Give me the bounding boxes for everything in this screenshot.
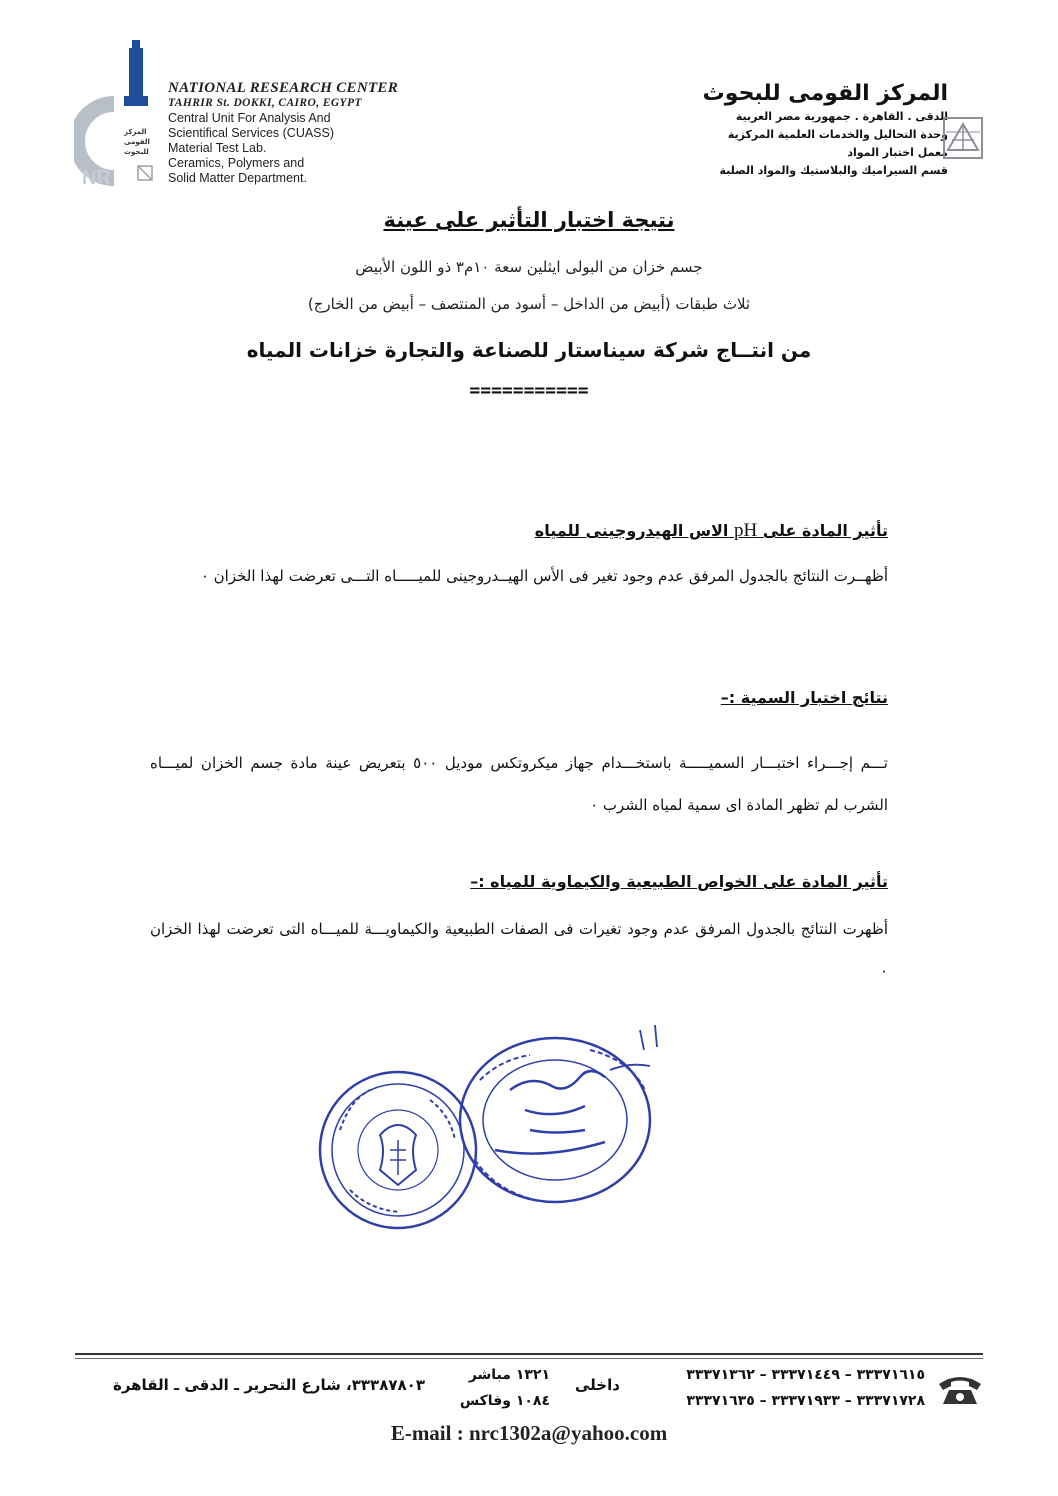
header-line-en: Solid Matter Department. <box>168 171 307 185</box>
ph-body: أظهــرت النتائج بالجدول المرفق عدم وجود تغير فى الأس الهيــدروجينى للميـــــاه التـــى تعرضت لهذا الخزان ٠ <box>200 567 888 585</box>
phone-row: ٣٣٣٧١٧٢٨ – ٣٣٣٧١٩٣٣ – ٣٣٣٧١٦٣٥ <box>686 1393 925 1409</box>
ph-symbol: pH <box>734 520 758 541</box>
header-line-ar: وحدة التحاليل والخدمات العلمية المركزية <box>727 128 948 141</box>
footer-email: E-mail : nrc1302a@yahoo.com <box>390 1421 668 1445</box>
org-address-en: TAHRIR St. DOKKI, CAIRO, EGYPT <box>168 97 362 109</box>
toxicity-heading: نتائج اختبار السمية :– <box>720 688 888 707</box>
ph-heading: تأثير المادة على pH الاس الهيدروجينى للمياه <box>534 520 888 541</box>
phone-row: ٣٣٣٧١٦١٥ – ٣٣٣٧١٤٤٩ – ٣٣٣٧١٣٦٢ <box>686 1367 925 1383</box>
toxicity-body: تـــم إجـــراء اختبـــار السميـــــة باستخـــدام جهاز ميكروتكس موديل ٥٠٠ بتعريض عينة مادة جسم الخزان لميـــاه الشرب لم تظهر المادة اى سمية لمياه الشرب ٠ <box>150 754 888 814</box>
header-line-en: Material Test Lab. <box>168 141 267 155</box>
header-line-en: Ceramics, Polymers and <box>168 156 305 170</box>
header-line-ar: قسم السيراميك والبلاستيك والمواد الصلبة <box>719 164 948 177</box>
org-name-ar: المركز القومى للبحوث <box>702 81 948 106</box>
header-line-ar: معمل اختبار المواد <box>847 146 948 159</box>
ext-row: ١٠٨٤ وفاكس <box>459 1393 550 1409</box>
sample-layers: ثلاث طبقات (أبيض من الداخل – أسود من المنتصف – أبيض من الخارج) <box>307 295 751 313</box>
header-line-ar: الدقى . القاهرة . جمهورية مصر العربية <box>735 110 948 123</box>
header-line-en: Central Unit For Analysis And <box>168 111 331 125</box>
official-stamps <box>310 1010 690 1240</box>
org-name-en: NATIONAL RESEARCH CENTER <box>168 80 399 96</box>
footer-address: ٣٣٣٨٧٨٠٣، شارع التحرير ـ الدقى ـ القاهرة <box>112 1376 425 1394</box>
telephone-icon <box>935 1372 985 1408</box>
nrc-logo-left <box>74 38 164 188</box>
signature <box>495 1071 605 1154</box>
separator: =========== <box>469 380 589 401</box>
header-line-en: Scientifical Services (CUASS) <box>168 126 335 140</box>
producer-line: من انتــاج شركة سيناستار للصناعة والتجارة خزانات المياه <box>246 338 812 362</box>
phone-numbers <box>640 1362 925 1414</box>
physchem-heading: تأثير المادة على الخواص الطبيعية والكيماوية للمياه :– <box>470 872 888 891</box>
physchem-body: أظهرت النتائج بالجدول المرفق عدم وجود تغيرات فى الصفات الطبيعية والكيماويـــة للميـــاه التى تعرضت لهذا الخزان ٠ <box>150 920 888 980</box>
svg-text:القومى: القومى <box>124 138 150 146</box>
extension-numbers <box>430 1362 550 1414</box>
sample-description: جسم خزان من البولى ايثلين سعة ١٠م٣ ذو اللون الأبيض <box>355 258 703 276</box>
footer-rule <box>75 1353 983 1355</box>
svg-text:المركز: المركز <box>124 128 147 136</box>
footer-rule-thin <box>75 1358 983 1359</box>
arabic-header <box>628 80 948 180</box>
svg-text:للبحوث: للبحوث <box>124 148 149 156</box>
nrc-logo-right <box>938 110 988 165</box>
svg-text:NR: NR <box>82 167 111 188</box>
ext-row: ١٣٢١ مباشر <box>468 1367 550 1383</box>
extension-label: داخلى <box>575 1376 620 1394</box>
english-header <box>168 80 428 186</box>
document-title: نتيجة اختبار التأثير على عينة <box>383 208 675 232</box>
